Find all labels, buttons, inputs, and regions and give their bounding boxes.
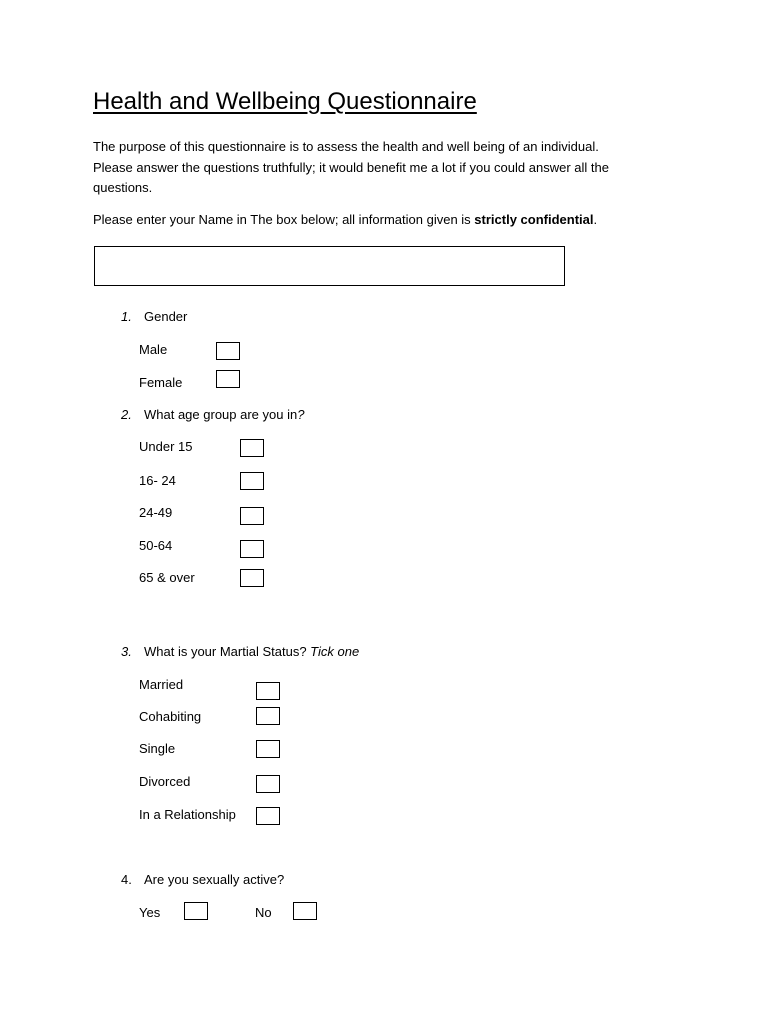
status-option-divorced-label: Divorced xyxy=(139,774,191,789)
intro-paragraph xyxy=(93,137,609,199)
status-option-single-label: Single xyxy=(139,741,176,756)
question-2-number: 2. xyxy=(121,407,132,422)
name-prompt-emphasis: strictly confidential xyxy=(474,212,594,227)
age-50-64-checkbox[interactable] xyxy=(240,540,264,558)
gender-option-male-label: Male xyxy=(139,342,168,357)
intro-line-2: Please answer the questions truthfully; it would benefit me a lot if you could answer all the xyxy=(93,159,609,175)
gender-option-female-label: Female xyxy=(139,375,183,390)
status-cohabiting-checkbox[interactable] xyxy=(256,707,280,725)
status-relationship-checkbox[interactable] xyxy=(256,807,280,825)
status-divorced-checkbox[interactable] xyxy=(256,775,280,793)
status-married-checkbox[interactable] xyxy=(256,682,280,700)
question-4-text: Are you sexually active? xyxy=(144,872,285,887)
active-no-checkbox[interactable] xyxy=(293,902,317,920)
age-16-24-checkbox[interactable] xyxy=(240,472,264,490)
question-1-text: Gender xyxy=(144,309,188,324)
age-65-over-checkbox[interactable] xyxy=(240,569,264,587)
status-option-married-label: Married xyxy=(139,677,184,692)
age-option-50-64-label: 50-64 xyxy=(139,538,173,553)
active-option-yes-label: Yes xyxy=(139,905,161,920)
name-prompt xyxy=(93,210,597,231)
age-option-24-49-label: 24-49 xyxy=(139,505,173,520)
name-prompt-text: Please enter your Name in The box below; all information given is xyxy=(93,212,475,227)
age-option-16-24-label: 16- 24 xyxy=(139,473,176,488)
name-prompt-end: . xyxy=(593,212,598,227)
question-3-text: What is your Martial Status? xyxy=(144,644,311,659)
question-3-hint: Tick one xyxy=(310,644,360,659)
name-input-box[interactable] xyxy=(94,246,565,286)
question-3 xyxy=(121,644,359,659)
intro-line-1: The purpose of this questionnaire is to assess the health and well being of an individual. xyxy=(93,139,599,154)
status-single-checkbox[interactable] xyxy=(256,740,280,758)
status-option-cohabiting-label: Cohabiting xyxy=(139,709,202,724)
question-1 xyxy=(121,309,187,324)
age-under-15-checkbox[interactable] xyxy=(240,439,264,457)
page-title: Health and Wellbeing Questionnaire xyxy=(93,88,477,115)
status-option-relationship-label: In a Relationship xyxy=(139,807,236,822)
age-option-under-15-label: Under 15 xyxy=(139,439,193,454)
question-3-number: 3. xyxy=(121,644,132,659)
age-option-65-over-label: 65 & over xyxy=(139,570,195,585)
question-2-text: What age group are you in xyxy=(144,407,298,422)
gender-male-checkbox[interactable] xyxy=(216,342,240,360)
gender-female-checkbox[interactable] xyxy=(216,370,240,388)
question-2-suffix: ? xyxy=(297,407,305,422)
question-1-number: 1. xyxy=(121,309,132,324)
question-4 xyxy=(121,872,284,887)
question-4-number: 4. xyxy=(121,872,132,887)
intro-line-3: questions. xyxy=(93,180,153,195)
active-option-no-label: No xyxy=(255,905,272,920)
question-2 xyxy=(121,407,304,422)
age-24-49-checkbox[interactable] xyxy=(240,507,264,525)
active-yes-checkbox[interactable] xyxy=(184,902,208,920)
